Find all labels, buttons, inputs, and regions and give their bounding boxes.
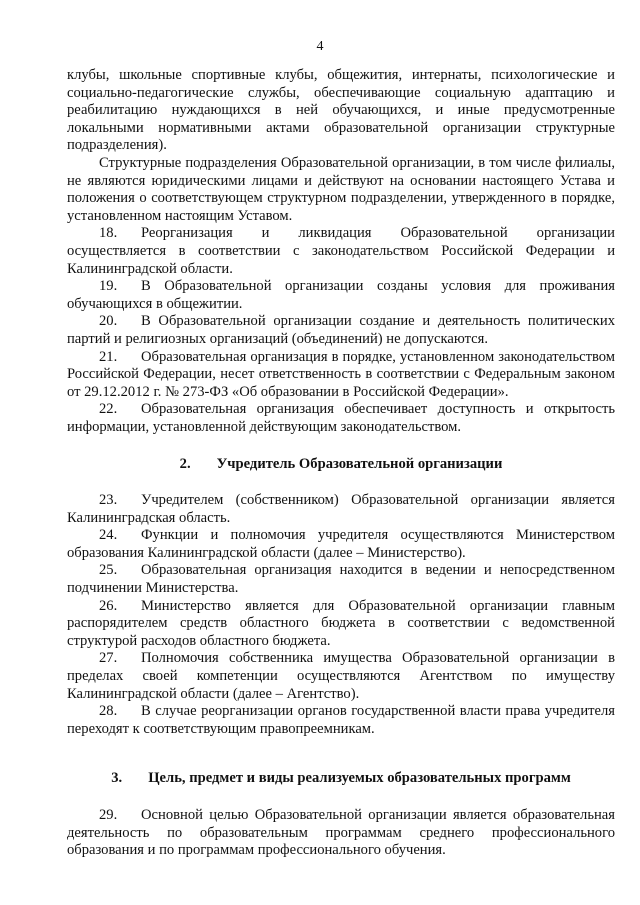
paragraph-24 [67, 527, 615, 562]
paragraph [67, 155, 615, 225]
paragraph-text: Основной целью Образовательной организации является образовательная деятельность по образовательным программам среднего профессионального образования и по программам профессионального обучения. [67, 806, 615, 859]
page-number: 4 [316, 39, 324, 54]
paragraph-number: 18. [99, 225, 118, 242]
paragraph-text: Образовательная организация находится в ведении и непосредственном подчинении Министерства. [67, 562, 615, 597]
top-paragraphs [67, 67, 615, 436]
paragraph-number: 23. [99, 492, 118, 509]
paragraph-number: 29. [99, 806, 118, 823]
paragraph-number: 24. [99, 527, 118, 544]
paragraph-text: клубы, школьные спортивные клубы, общежития, интернаты, психологические и социально-педагогические службы, обеспечивающие социальную адаптацию и реабилитацию нуждающихся в ней обучающихся, и иные предусмотренные локальными нормативными актами образовательной организации структурные подразделения). [67, 67, 615, 154]
paragraph-21 [67, 349, 615, 402]
document-body [67, 67, 615, 860]
section-3-heading [67, 770, 615, 788]
paragraph-18 [67, 225, 615, 278]
paragraph-text: Структурные подразделения Образовательной организации, в том числе филиалы, не являются юридическими лицами и действуют на основании настоящего Устава и положения о соответствующем структурном подразделении, утвержденного в порядке, установленном настоящим Уставом. [67, 154, 615, 224]
paragraph-number: 20. [99, 313, 118, 330]
paragraph-22 [67, 401, 615, 436]
paragraph-27 [67, 650, 615, 703]
section-title: Учредитель Образовательной организации [216, 456, 503, 473]
section-2-body [67, 492, 615, 738]
paragraph-text: Образовательная организация в порядке, установленном законодательством Российской Федерации, несет ответственность в соответствии с Федеральным законом от 29.12.2012 г. № 273-ФЗ «Об образовании в Российской Федерации». [67, 348, 615, 400]
paragraph-29 [67, 807, 615, 860]
paragraph-text: Министерство является для Образовательной организации главным распорядителем средств областного бюджета в соответствии с ведомственной структурой расходов областного бюджета. [67, 597, 615, 649]
paragraph [67, 67, 615, 155]
paragraph-25 [67, 562, 615, 597]
paragraph-number: 19. [99, 278, 118, 295]
paragraph-number: 25. [99, 562, 118, 579]
section-number: 3. [111, 770, 123, 787]
paragraph-text: Реорганизация и ликвидация Образовательной организации осуществляется в соответствии с законодательством Российской Федерации и Калининградской области. [67, 225, 615, 277]
paragraph-text: Функции и полномочия учредителя осуществляются Министерством образования Калининградской области (далее – Министерство). [67, 527, 615, 561]
paragraph-26 [67, 598, 615, 651]
paragraph-text: Учредителем (собственником) Образовательной организации является Калининградская область. [67, 492, 615, 526]
section-3-body [67, 807, 615, 860]
paragraph-number: 27. [99, 650, 118, 667]
paragraph-text: В случае реорганизации органов государственной власти права учредителя переходят к соответствующим правопреемникам. [67, 703, 615, 737]
paragraph-28 [67, 703, 615, 738]
paragraph-text: В Образовательной организации созданы условия для проживания обучающихся в общежитии. [67, 278, 615, 312]
paragraph-number: 28. [99, 703, 118, 720]
paragraph-number: 22. [99, 401, 118, 418]
paragraph-number: 21. [99, 348, 118, 365]
paragraph-20 [67, 313, 615, 348]
paragraph-23 [67, 492, 615, 527]
section-number: 2. [179, 456, 191, 473]
paragraph-19 [67, 278, 615, 313]
section-title: Цель, предмет и виды реализуемых образовательных программ [148, 770, 571, 787]
paragraph-text: В Образовательной организации создание и деятельность политических партий и религиозных организаций (объединений) не допускаются. [67, 313, 615, 347]
section-2-heading [67, 456, 615, 474]
paragraph-text: Образовательная организация обеспечивает доступность и открытость информации, установленной действующим законодательством. [67, 401, 615, 435]
paragraph-number: 26. [99, 597, 118, 614]
paragraph-text: Полномочия собственника имущества Образовательной организации в пределах своей компетенции осуществляются Агентством по имуществу Калининградской области (далее – Агентство). [67, 650, 615, 702]
